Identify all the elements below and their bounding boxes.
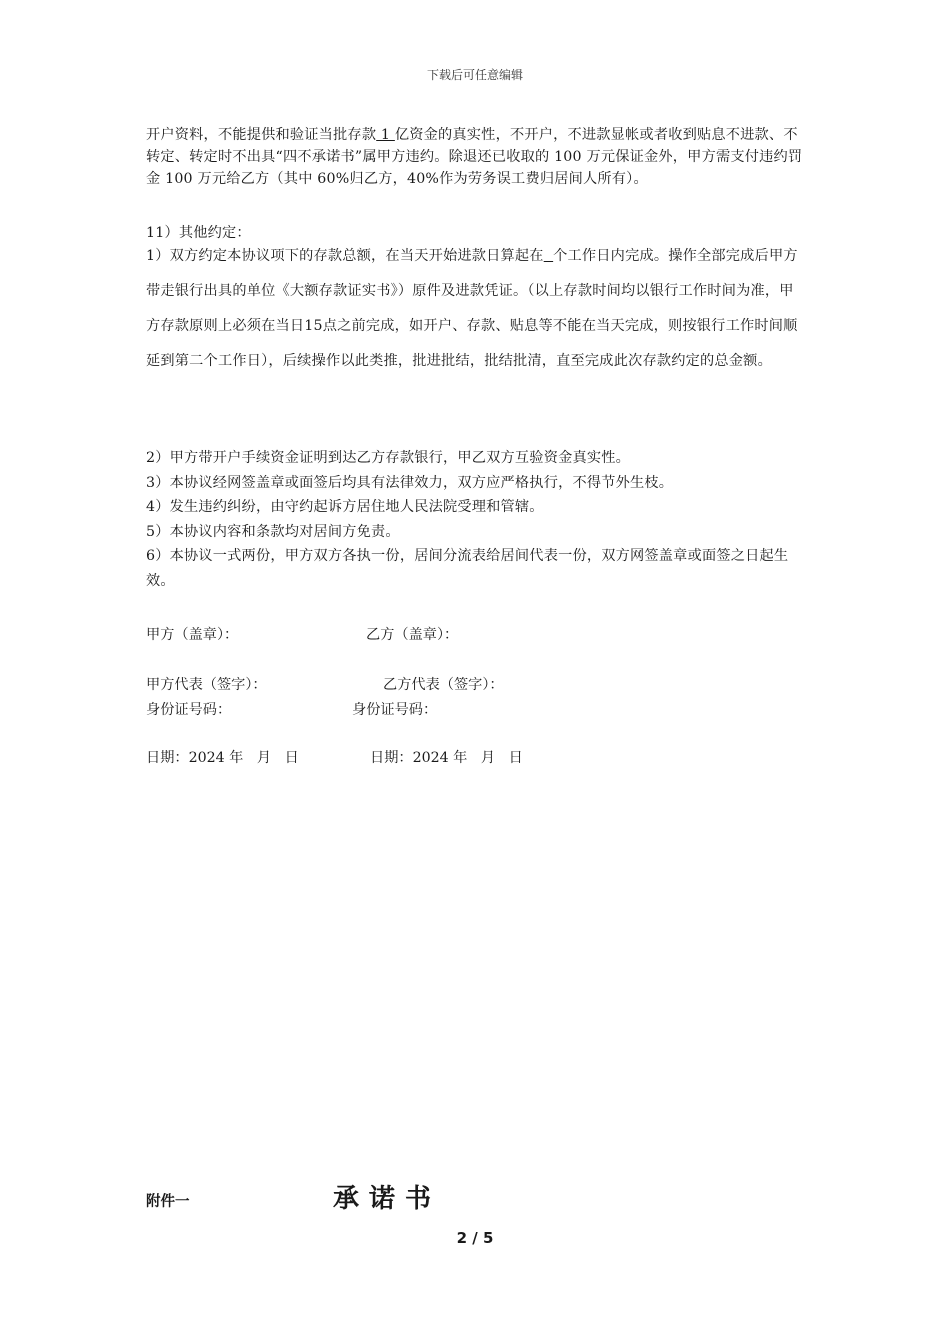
clause-10-paragraph <box>146 124 806 190</box>
clause-11-item-6: 6）本协议一式两份，甲方双方各执一份，居间分流表给居间代表一份，双方网签盖章或面签之日起生效。 <box>146 548 789 589</box>
party-a-id-label: 身份证号码： <box>146 702 232 718</box>
clause-11-item-1-block <box>146 239 806 379</box>
clause-11-item-2: 2）甲方带开户手续资金证明到达乙方存款银行，甲乙双方互验资金真实性。 <box>146 450 631 466</box>
party-b-seal-label: 乙方（盖章）： <box>366 627 459 643</box>
clause-10-continuation <box>146 124 806 190</box>
party-a-seal-label: 甲方（盖章）： <box>146 627 239 643</box>
clause-11-item-5: 5）本协议内容和条款均对居间方免责。 <box>146 523 400 540</box>
clause-10-text-2: 亿资金的真实性，不开户，不进款显帐或者收到贴息不进款、不转定、转定时不出具“四不承诺书”属甲方违约。除退还已收取的 100 万元保证金外，甲方需支付违约罚金 100 万元给乙方（其中 60%归乙方，40%作为劳务误工费归居间人所有）。 <box>146 127 803 187</box>
clause-11-items-2-6 <box>146 446 806 593</box>
party-b-date-label: 日期：2024 年 月 日 <box>370 750 523 766</box>
workday-count-blank <box>544 248 553 264</box>
clause-10-text-1: 开户资料，不能提供和验证当批存款 <box>146 127 377 143</box>
party-b-id-label: 身份证号码： <box>352 702 438 718</box>
party-b-rep-label: 乙方代表（签字）： <box>383 677 504 693</box>
clause-11-title: 11）其他约定： <box>146 225 251 241</box>
party-a-rep-label: 甲方代表（签字）： <box>146 677 267 693</box>
clause-11-item-3: 3）本协议经网签盖章或面签后均具有法律效力，双方应严格执行，不得节外生枝。 <box>146 474 674 491</box>
clause-11-item-1 <box>146 239 806 379</box>
item-1-text-1: 1）双方约定本协议项下的存款总额，在当天开始进款日算起在 <box>146 248 544 264</box>
appendix-title: 承诺书 <box>333 1184 442 1214</box>
clause-11-item-4: 4）发生违约纠纷，由守约起诉方居住地人民法院受理和管辖。 <box>146 499 544 515</box>
item-1-text-2: 个工作日内完成。操作全部完成后甲方带走银行出具的单位《大额存款证实书》）原件及进款凭证。（以上存款时间均以银行工作时间为准，甲方存款原则上必须在当日15点之前完成，如开户、存款、贴息等不能在当天完成，则按银行工作时间顺延到第二个工作日），后续操作以此类推，批进批结，批结批清，直至完成此次存款约定的总金额。 <box>146 248 798 369</box>
header-note: 下载后可任意编辑 <box>426 68 523 82</box>
page-number: 2 / 5 <box>456 1229 494 1247</box>
appendix-label: 附件一 <box>146 1194 190 1210</box>
deposit-amount-underlined: 1 <box>376 127 395 143</box>
party-a-date-label: 日期：2024 年 月 日 <box>146 750 299 766</box>
